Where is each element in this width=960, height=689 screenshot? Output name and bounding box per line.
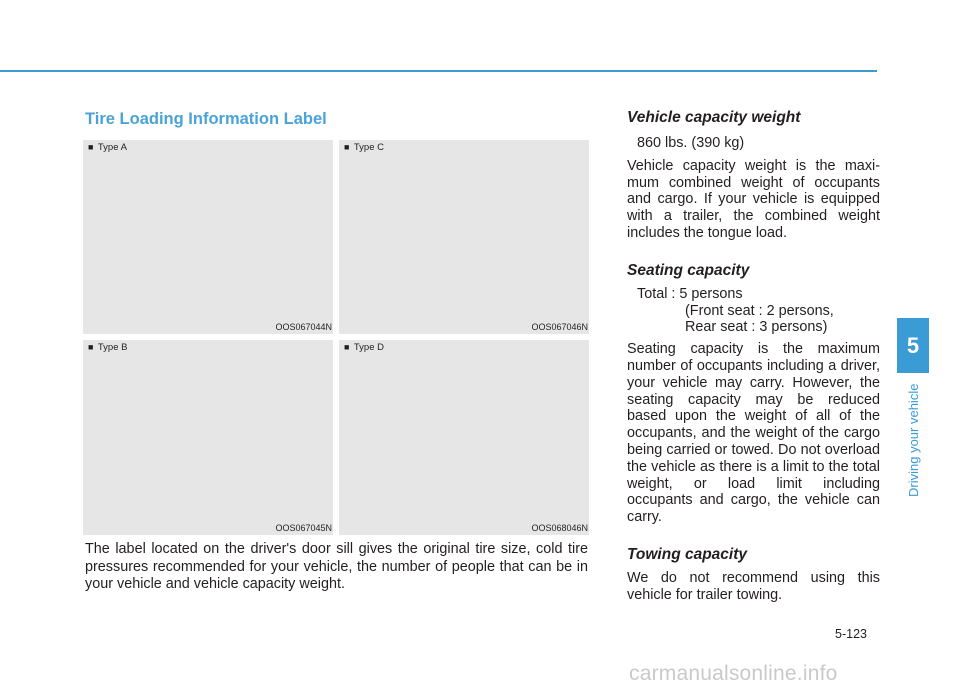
section-title: Tire Loading Information Label <box>85 110 327 128</box>
page-number: 5-123 <box>835 627 867 641</box>
panel-label: ■ Type D <box>344 342 385 353</box>
square-bullet-icon: ■ <box>344 342 350 352</box>
panel-label: ■ Type C <box>344 142 385 153</box>
label-image-type-a <box>83 140 333 334</box>
square-bullet-icon: ■ <box>344 142 350 152</box>
vehicle-capacity-value: 860 lbs. (390 kg) <box>637 135 745 151</box>
image-code: OOS067044N <box>275 322 332 332</box>
towing-capacity-text: We do not recommend using this vehicle for trailer towing. <box>627 569 880 603</box>
towing-capacity-heading: Towing capacity <box>627 545 748 563</box>
right-column <box>627 109 880 604</box>
image-code: OOS068046N <box>531 523 588 533</box>
image-code: OOS067045N <box>275 523 332 533</box>
panel-label: ■ Type A <box>88 142 127 153</box>
seating-total: Total : 5 persons <box>637 285 743 302</box>
vehicle-capacity-heading: Vehicle capacity weight <box>627 109 801 126</box>
top-rule <box>0 70 877 72</box>
square-bullet-icon: ■ <box>88 342 94 352</box>
watermark: carmanualsonline.info <box>629 662 838 685</box>
seating-capacity-heading: Seating capacity <box>627 261 750 279</box>
square-bullet-icon: ■ <box>88 142 94 152</box>
panel-label: ■ Type B <box>88 342 128 353</box>
label-image-type-c <box>339 140 589 334</box>
label-image-type-d <box>339 340 589 535</box>
seating-front: (Front seat : 2 persons, <box>685 302 834 319</box>
image-code: OOS067046N <box>531 322 588 332</box>
intro-paragraph: The label located on the driver's door sill gives the original tire size, cold tire pressures recommended for your vehicle, the number of people that can be in your vehicle and vehicle capacity weight. <box>85 541 588 592</box>
chapter-tab: 5 <box>897 318 929 373</box>
seating-capacity-text: Seating capacity is the maximum number of occupants including a driver, your vehicle may carry. However, the seating capacity may be reduced based upon the weight of all of the occupants, and the weight of the cargo being carried or towed. Do not overload the vehicle as there is a limit to the total weight, or load limit including occupants and cargo, the vehicle can carry. <box>627 341 880 526</box>
seating-rear: Rear seat : 3 persons) <box>685 319 828 336</box>
label-image-type-b <box>83 340 333 535</box>
vehicle-capacity-text: Vehicle capacity weight is the maxi-mum combined weight of occupants and cargo. If your vehicle is equipped with a trailer, the combined weight includes the tongue load. <box>627 157 880 241</box>
chapter-label: Driving your vehicle <box>906 383 921 497</box>
